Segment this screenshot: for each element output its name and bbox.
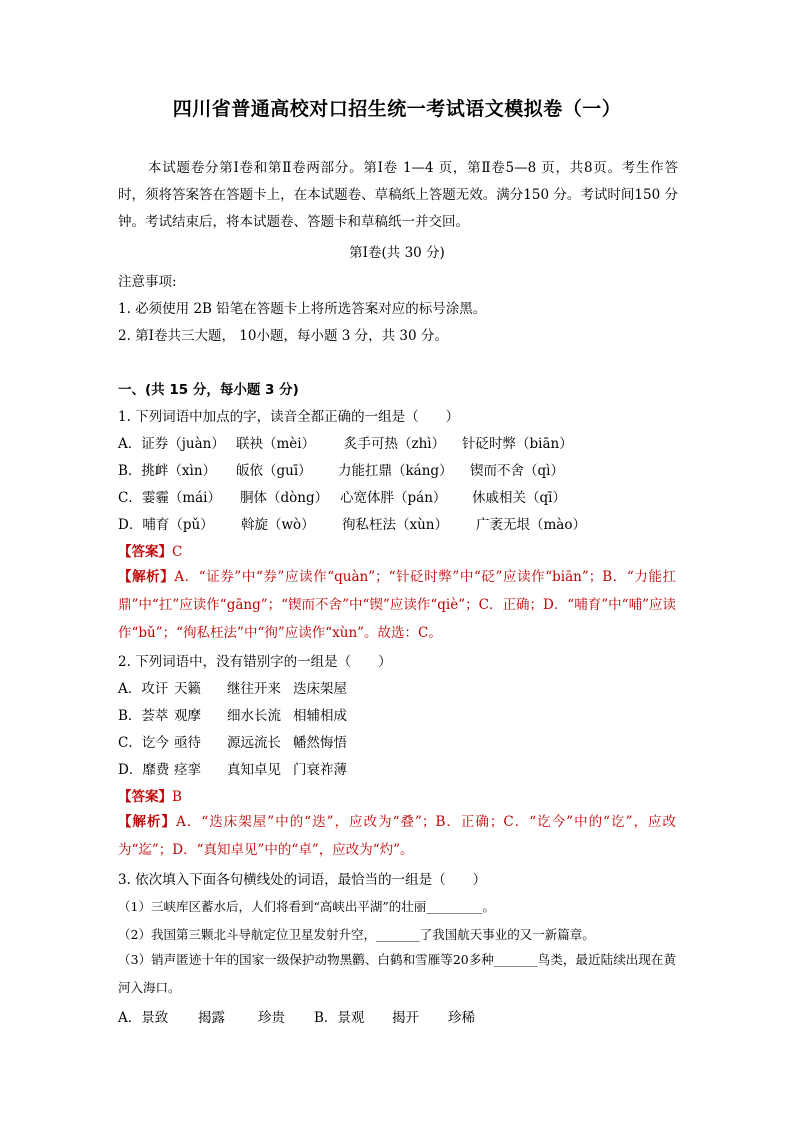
q2-b-2: 观摩: [174, 708, 201, 724]
q1-d-3: 徇私枉法（xùn）: [342, 517, 449, 533]
q3-sentence-3: （3）销声匿迹十年的国家一级保护动物黑鹳、白鹤和雪雁等20多种_______鸟类，最近陆续出现在黄河入海口。: [118, 952, 676, 995]
q2-c-3: 源远流长: [227, 735, 281, 751]
q1-analysis-tag: 【解析】: [118, 569, 175, 585]
note-item-2: 2. 第Ⅰ卷共三大题， 10小题，每小题 3 分，共 30 分。: [118, 328, 448, 344]
exam-intro: 本试题卷分第Ⅰ卷和第Ⅱ卷两部分。第Ⅰ卷 1—4 页，第Ⅱ卷5—8 页，共8页。考生作答时，须将答案答在答题卡上，在本试题卷、草稿纸上答题无效。满分150 分。考试时间150 分钟。考试结束后，将本试题卷、答题卡和草稿纸一并交回。: [118, 160, 678, 230]
q2-answer-value: B: [172, 789, 182, 805]
q2-option-a: [118, 677, 347, 697]
q2-answer: [118, 785, 182, 805]
q1-stem: 1. 下列词语中加点的字，读音全都正确的一组是（ ）: [118, 409, 460, 425]
q1-d-1: D．哺育（pǔ）: [118, 517, 214, 533]
q2-analysis-text: A．“迭床架屋”中的“迭”，应改为“叠”；B．正确；C．“讫今”中的“讫”，应改为“迄”；D．“真知卓见”中的“卓”，应改为“灼”。: [118, 814, 677, 858]
q3-options: [118, 1006, 475, 1026]
q3-a-1: A．景致: [118, 1010, 169, 1026]
q2-c-1: C．讫今: [118, 735, 169, 751]
q1-b-2: 皈依（guī）: [236, 463, 312, 479]
q2-a-4: 迭床架屋: [293, 681, 347, 697]
q2-b-4: 相辅相成: [293, 708, 347, 724]
q1-a-2: 联袂（mèi）: [236, 436, 316, 452]
q1-option-a: [118, 432, 573, 452]
q2-a-1: A．攻讦: [118, 681, 169, 697]
q2-b-3: 细水长流: [227, 708, 281, 724]
q1-answer: [118, 540, 182, 560]
q2-c-2: 亟待: [174, 735, 201, 751]
q2-c-4: 幡然悔悟: [293, 735, 347, 751]
note-item-1: 1. 必须使用 2B 铅笔在答题卡上将所选答案对应的标号涂黑。: [118, 301, 487, 317]
q3-stem: 3. 依次填入下面各句横线处的词语，最恰当的一组是（ ）: [118, 872, 487, 888]
q2-option-b: [118, 704, 347, 724]
q3-b-2: 揭开: [392, 1010, 419, 1026]
q1-option-b: [118, 459, 564, 479]
q1-a-4: 针砭时弊（biān）: [462, 436, 573, 452]
q2-d-3: 真知卓见: [227, 762, 281, 778]
q1-b-1: B．挑衅（xìn）: [118, 463, 217, 479]
q2-stem: 2. 下列词语中，没有错别字的一组是（ ）: [118, 654, 392, 670]
q3-a-3: 珍贵: [258, 1010, 285, 1026]
q3-b-3: 珍稀: [448, 1010, 475, 1026]
q3-b-1: B．景观: [314, 1010, 365, 1026]
q2-option-c: [118, 731, 347, 751]
q2-analysis-tag: 【解析】: [118, 814, 177, 830]
q1-c-1: C．霎霾（mái）: [118, 490, 221, 506]
q1-b-4: 锲而不舍（qì）: [470, 463, 564, 479]
q3-sentence-2: （2）我国第三颗北斗导航定位卫星发射升空，_______了我国航天事业的又一新篇章。: [118, 927, 595, 942]
q1-d-4: 广袤无垠（mào）: [476, 517, 586, 533]
part1-heading: 第Ⅰ卷(共 30 分): [349, 245, 445, 261]
q2-d-2: 痉挛: [174, 762, 201, 778]
q2-a-2: 天籁: [174, 681, 201, 697]
q2-analysis: [118, 808, 676, 864]
q2-b-1: B．荟萃: [118, 708, 169, 724]
q2-option-d: [118, 758, 347, 778]
q3-sentence-1: （1）三峡库区蓄水后，人们将看到“高峡出平湖”的壮丽_________。: [118, 899, 495, 914]
q1-analysis: [118, 563, 676, 647]
notes-heading: 注意事项:: [118, 274, 177, 290]
q1-d-2: 斡旋（wò）: [241, 517, 315, 533]
q1-option-d: [118, 513, 586, 533]
q1-c-3: 心宽体胖（pán）: [340, 490, 447, 506]
q2-answer-tag: 【答案】: [118, 789, 172, 805]
section1-heading: 一、(共 15 分，每小题 3 分): [118, 382, 299, 398]
q1-analysis-text: A．“证券”中“券”应读作“quàn”；“针砭时弊”中“砭”应读作“biān”；B．“力能扛鼎”中“扛”应读作“gāng”；“锲而不舍”中“锲”应读作“qiè”；C．正确；D．“哺育”中“哺”应读作“bǔ”；“徇私枉法”中“徇”应读作“xùn”。故选：C。: [118, 569, 676, 641]
q1-c-2: 胴体（dòng）: [240, 490, 329, 506]
q2-d-1: D．靡费: [118, 762, 170, 778]
page-title: 四川省普通高校对口招生统一考试语文模拟卷（一）: [172, 98, 622, 120]
q1-option-c: [118, 486, 566, 506]
q1-answer-tag: 【答案】: [118, 544, 172, 560]
q1-a-1: A．证券（juàn）: [118, 436, 225, 452]
q2-d-4: 门衰祚薄: [293, 762, 347, 778]
q1-c-4: 休戚相关（qī）: [472, 490, 566, 506]
q3-a-2: 揭露: [198, 1010, 225, 1026]
q2-a-3: 继往开来: [227, 681, 281, 697]
q1-a-3: 炙手可热（zhì）: [344, 436, 446, 452]
q1-answer-value: C: [172, 544, 183, 560]
q1-b-3: 力能扛鼎（káng）: [338, 463, 453, 479]
